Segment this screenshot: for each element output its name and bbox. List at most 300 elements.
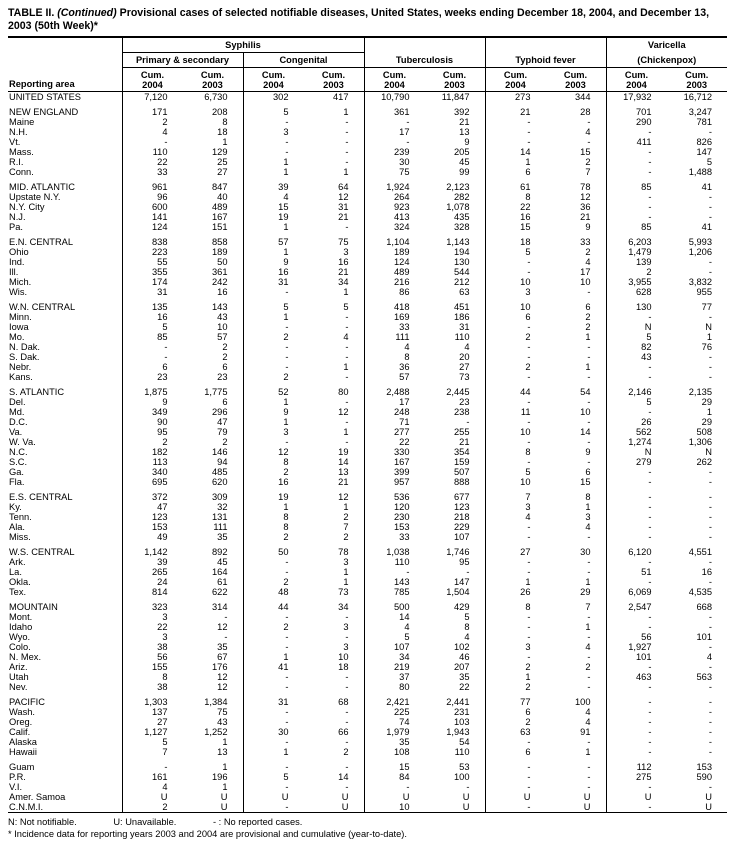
reporting-area-cell: La. <box>9 567 22 577</box>
value-cell: 36 <box>364 362 425 372</box>
table-row <box>8 407 727 417</box>
value-cell: 5,993 <box>688 237 712 247</box>
value-cell: 85 <box>606 222 667 232</box>
value-cell: - <box>587 672 591 682</box>
reporting-area-cell: Del. <box>9 397 26 407</box>
value-cell: 55 <box>122 257 183 267</box>
value-cell: 108 <box>364 747 425 757</box>
value-cell: - <box>485 782 546 792</box>
value-cell: - <box>708 622 712 632</box>
value-cell: 9 <box>585 447 591 457</box>
value-cell: 826 <box>696 137 712 147</box>
value-cell: - <box>708 747 712 757</box>
value-cell: 2 <box>243 332 304 342</box>
value-cell: 1 <box>222 762 228 772</box>
value-cell: 51 <box>606 567 667 577</box>
value-cell: - <box>708 502 712 512</box>
value-cell: 34 <box>338 277 349 287</box>
value-cell: N <box>705 322 712 332</box>
value-cell: 33 <box>580 237 591 247</box>
value-cell: 1 <box>343 577 349 587</box>
value-cell: 101 <box>696 632 712 642</box>
value-cell: - <box>345 762 349 772</box>
value-cell: - <box>243 137 304 147</box>
value-cell: 164 <box>211 567 228 577</box>
value-cell: 344 <box>574 92 591 102</box>
value-cell: - <box>587 737 591 747</box>
value-cell: 99 <box>459 167 470 177</box>
value-cell: 189 <box>364 247 425 257</box>
value-cell: 16 <box>217 287 228 297</box>
value-cell: 2 <box>485 362 546 372</box>
value-cell: 4 <box>585 257 591 267</box>
value-cell: 94 <box>217 457 228 467</box>
value-cell: - <box>243 342 304 352</box>
value-cell: 31 <box>459 322 470 332</box>
value-cell: 264 <box>364 192 425 202</box>
value-cell: U <box>122 792 183 802</box>
value-cell: 131 <box>211 512 228 522</box>
reporting-area-cell: Oreg. <box>9 717 33 727</box>
reporting-area-cell: Tex. <box>9 587 27 597</box>
value-cell: 349 <box>122 407 183 417</box>
value-cell: 1,384 <box>204 697 228 707</box>
value-cell: 171 <box>122 102 183 117</box>
value-cell: 22 <box>122 157 183 167</box>
value-cell: 19 <box>338 447 349 457</box>
value-cell: 5 <box>243 297 304 312</box>
value-cell: 146 <box>211 447 228 457</box>
value-cell: - <box>606 802 667 813</box>
value-cell: 12 <box>217 672 228 682</box>
value-cell: 8 <box>464 622 470 632</box>
value-cell: - <box>587 532 591 542</box>
value-cell: 3 <box>243 127 304 137</box>
value-cell: 485 <box>211 467 228 477</box>
value-cell: - <box>708 577 712 587</box>
table-row <box>8 737 727 747</box>
value-cell: 5 <box>343 302 349 312</box>
value-cell: 12 <box>338 192 349 202</box>
value-cell: - <box>587 397 591 407</box>
reporting-area-cell: Idaho <box>9 622 33 632</box>
value-cell: 302 <box>243 92 304 103</box>
value-cell: 296 <box>211 407 228 417</box>
value-cell: 5 <box>364 632 425 642</box>
table-row <box>8 267 727 277</box>
value-cell: 225 <box>364 707 425 717</box>
value-cell: 218 <box>453 512 470 522</box>
value-cell: - <box>708 267 712 277</box>
value-cell: 1 <box>343 287 349 297</box>
value-cell: 23 <box>459 397 470 407</box>
value-cell: 9 <box>585 222 591 232</box>
value-cell: 223 <box>122 247 183 257</box>
reporting-area-cell: R.I. <box>9 157 24 167</box>
reporting-area-cell: Iowa <box>9 322 29 332</box>
value-cell: 17 <box>580 267 591 277</box>
value-cell: - <box>708 212 712 222</box>
value-cell: 4 <box>343 332 349 342</box>
value-cell: 10 <box>580 407 591 417</box>
value-cell: 80 <box>338 387 349 397</box>
value-cell: 39 <box>243 177 304 192</box>
value-cell: 76 <box>701 342 712 352</box>
value-cell: 340 <box>122 467 183 477</box>
value-cell: 186 <box>453 312 470 322</box>
value-cell: 1 <box>343 427 349 437</box>
value-cell: 208 <box>211 107 228 117</box>
value-cell: - <box>485 417 546 427</box>
value-cell: - <box>485 322 546 332</box>
value-cell: - <box>345 717 349 727</box>
value-cell: - <box>345 312 349 322</box>
reporting-area-cell: V.I. <box>9 782 23 792</box>
value-cell: 858 <box>211 237 228 247</box>
table-row <box>8 522 727 532</box>
value-cell: 38 <box>122 642 183 652</box>
value-cell: - <box>345 352 349 362</box>
reporting-area-cell: Md. <box>9 407 25 417</box>
value-cell: - <box>708 352 712 362</box>
value-cell: 169 <box>364 312 425 322</box>
value-cell: 1,306 <box>688 437 712 447</box>
reporting-area-cell: Wash. <box>9 707 36 717</box>
value-cell: 2 <box>585 157 591 167</box>
value-cell: 112 <box>606 757 667 772</box>
value-cell: 194 <box>453 247 470 257</box>
reporting-area-cell: PACIFIC <box>9 697 45 707</box>
value-cell: 21 <box>459 117 470 127</box>
value-cell: - <box>606 212 667 222</box>
footnotes <box>8 816 727 840</box>
value-cell: 12 <box>217 622 228 632</box>
value-cell: 39 <box>122 557 183 567</box>
table-row <box>8 487 727 502</box>
value-cell: 13 <box>459 127 470 137</box>
value-cell: 413 <box>364 212 425 222</box>
table-row <box>8 202 727 212</box>
value-cell: - <box>606 727 667 737</box>
table-row <box>8 662 727 672</box>
value-cell: 847 <box>211 182 228 192</box>
value-cell: 17 <box>364 127 425 137</box>
value-cell: 279 <box>606 457 667 467</box>
footnote-legend <box>8 816 727 828</box>
value-cell: 265 <box>122 567 183 577</box>
table-row <box>8 177 727 192</box>
value-cell: 18 <box>338 662 349 672</box>
value-cell: 273 <box>485 92 546 103</box>
value-cell: 1,143 <box>446 237 470 247</box>
table-row <box>8 622 727 632</box>
table-header <box>8 37 727 92</box>
value-cell: 781 <box>696 117 712 127</box>
value-cell: 4 <box>122 782 183 792</box>
value-cell: 29 <box>580 587 591 597</box>
value-cell: 23 <box>217 372 228 382</box>
value-cell: 43 <box>217 717 228 727</box>
value-cell: 5 <box>464 612 470 622</box>
value-cell: 290 <box>606 117 667 127</box>
value-cell: - <box>224 632 228 642</box>
value-cell: U <box>341 792 349 802</box>
value-cell: - <box>708 202 712 212</box>
value-cell: - <box>606 512 667 522</box>
reporting-area-cell: Ky. <box>9 502 22 512</box>
value-cell: - <box>485 737 546 747</box>
value-cell: 361 <box>211 267 228 277</box>
value-cell: 1,746 <box>446 547 470 557</box>
value-cell: 143 <box>211 302 228 312</box>
value-cell: 100 <box>453 772 470 782</box>
value-cell: 137 <box>122 707 183 717</box>
value-cell: 41 <box>243 662 304 672</box>
value-cell: 219 <box>364 662 425 672</box>
value-cell: 21 <box>338 477 349 487</box>
value-cell: - <box>485 117 546 127</box>
table-row <box>8 332 727 342</box>
value-cell: 2 <box>243 622 304 632</box>
value-cell: - <box>345 782 349 792</box>
value-cell: 78 <box>338 547 349 557</box>
reporting-area-cell: S. ATLANTIC <box>9 387 65 397</box>
value-cell: 14 <box>485 147 546 157</box>
value-cell: - <box>243 567 304 577</box>
value-cell: - <box>606 167 667 177</box>
table-row <box>8 717 727 727</box>
value-cell: 4 <box>585 522 591 532</box>
table-row <box>8 612 727 622</box>
table-row <box>8 417 727 427</box>
reporting-area-cell: S. Dak. <box>9 352 40 362</box>
value-cell: 19 <box>243 212 304 222</box>
value-cell: - <box>606 157 667 167</box>
value-cell: 923 <box>364 202 425 212</box>
value-cell: 489 <box>364 267 425 277</box>
value-cell: 7,120 <box>122 92 183 103</box>
table-row <box>8 117 727 127</box>
value-cell: - <box>122 757 183 772</box>
value-cell: 2,146 <box>606 382 667 397</box>
value-cell: 5 <box>243 772 304 782</box>
value-cell: 6,730 <box>204 92 228 102</box>
value-cell: 2 <box>243 467 304 477</box>
table-row <box>8 102 727 117</box>
varicella-chickenpox-subheader: (Chickenpox) <box>606 53 727 68</box>
reporting-area-cell: Ill. <box>9 267 19 277</box>
value-cell: 103 <box>453 717 470 727</box>
value-cell: 451 <box>453 302 470 312</box>
value-cell: 18 <box>485 232 546 247</box>
value-cell: - <box>587 437 591 447</box>
reporting-area-cell: N.C. <box>9 447 28 457</box>
value-cell: 50 <box>217 257 228 267</box>
table-row <box>8 477 727 487</box>
value-cell: 2,488 <box>364 382 425 397</box>
value-cell: - <box>243 147 304 157</box>
table-row <box>8 257 727 267</box>
value-cell: - <box>587 137 591 147</box>
value-cell: 20 <box>459 352 470 362</box>
value-cell: U <box>364 792 425 802</box>
value-cell: 1 <box>243 747 304 757</box>
value-cell: - <box>606 502 667 512</box>
value-cell: 12 <box>217 682 228 692</box>
value-cell: 3 <box>485 287 546 297</box>
value-cell: U <box>220 792 228 802</box>
value-cell: - <box>345 137 349 147</box>
value-cell: 10 <box>485 477 546 487</box>
value-cell: 77 <box>485 692 546 707</box>
value-cell: 2 <box>585 312 591 322</box>
value-cell: 1 <box>243 312 304 322</box>
value-cell: 2 <box>122 117 183 127</box>
value-cell: 8 <box>222 117 228 127</box>
value-cell: 838 <box>122 232 183 247</box>
reporting-area-cell: Minn. <box>9 312 32 322</box>
value-cell: 123 <box>122 512 183 522</box>
value-cell: - <box>708 192 712 202</box>
value-cell: - <box>606 612 667 622</box>
table-row <box>8 372 727 382</box>
column-header-cum-2003: Cum. 2003 <box>425 68 486 92</box>
table-row <box>8 352 727 362</box>
value-cell: 28 <box>580 107 591 117</box>
value-cell: 73 <box>459 372 470 382</box>
value-cell: U <box>462 802 470 812</box>
value-cell: 10 <box>338 652 349 662</box>
table-row <box>8 567 727 577</box>
value-cell: - <box>243 287 304 297</box>
value-cell: 3 <box>243 427 304 437</box>
value-cell: 34 <box>338 602 349 612</box>
value-cell: - <box>606 532 667 542</box>
value-cell: U <box>583 802 591 812</box>
value-cell: 124 <box>364 257 425 267</box>
value-cell: 73 <box>338 587 349 597</box>
value-cell: 1,488 <box>688 167 712 177</box>
reporting-area-cell: S.C. <box>9 457 28 467</box>
value-cell: 57 <box>364 372 425 382</box>
value-cell: - <box>243 352 304 362</box>
value-cell: - <box>345 147 349 157</box>
table-row <box>8 232 727 247</box>
value-cell: 1 <box>222 737 228 747</box>
value-cell: 90 <box>122 417 183 427</box>
value-cell: 961 <box>122 177 183 192</box>
value-cell: 1 <box>243 502 304 512</box>
value-cell: - <box>485 757 546 772</box>
reporting-area-cell: Mont. <box>9 612 33 622</box>
value-cell: 5 <box>706 157 712 167</box>
group-header-row <box>8 37 727 53</box>
value-cell: 130 <box>453 257 470 267</box>
reporting-area-cell: Alaska <box>9 737 37 747</box>
value-cell: - <box>587 567 591 577</box>
value-cell: 1 <box>585 332 591 342</box>
value-cell: 1 <box>243 222 304 232</box>
value-cell: 30 <box>243 727 304 737</box>
value-cell: - <box>243 672 304 682</box>
table-row <box>8 682 727 692</box>
value-cell: 892 <box>211 547 228 557</box>
value-cell: 130 <box>606 297 667 312</box>
value-cell: 37 <box>364 672 425 682</box>
value-cell: 1,775 <box>204 387 228 397</box>
value-cell: 71 <box>364 417 425 427</box>
value-cell: 31 <box>122 287 183 297</box>
table-row <box>8 632 727 642</box>
value-cell: 15 <box>485 222 546 232</box>
value-cell: N <box>606 447 667 457</box>
table-row <box>8 557 727 567</box>
value-cell: - <box>466 567 470 577</box>
value-cell: 10 <box>485 427 546 437</box>
value-cell: 1,504 <box>446 587 470 597</box>
value-cell: 44 <box>243 597 304 612</box>
value-cell: - <box>345 222 349 232</box>
value-cell: 2,135 <box>688 387 712 397</box>
value-cell: - <box>708 257 712 267</box>
value-cell: 3,832 <box>688 277 712 287</box>
value-cell: 61 <box>485 177 546 192</box>
value-cell: 95 <box>459 557 470 567</box>
value-cell: 3 <box>343 247 349 257</box>
value-cell: 12 <box>580 192 591 202</box>
value-cell: 8 <box>243 522 304 532</box>
value-cell: - <box>485 622 546 632</box>
value-cell: - <box>243 757 304 772</box>
value-cell: 229 <box>453 522 470 532</box>
value-cell: 1 <box>485 672 546 682</box>
value-cell: 323 <box>122 597 183 612</box>
reporting-area-cell: Guam <box>9 762 35 772</box>
value-cell: 167 <box>211 212 228 222</box>
reporting-area-cell: Colo. <box>9 642 31 652</box>
value-cell: 5 <box>606 332 667 342</box>
value-cell: 814 <box>122 587 183 597</box>
value-cell: 49 <box>122 532 183 542</box>
value-cell: 4 <box>706 652 712 662</box>
value-cell: 205 <box>453 147 470 157</box>
value-cell: - <box>243 717 304 727</box>
table-title-text: Provisional cases of selected notifiable diseases, United States, weeks ending December 18, 2004, and December 13, 2003 (50th Week)* <box>8 7 710 32</box>
value-cell: U <box>462 792 470 802</box>
value-cell: 16 <box>485 212 546 222</box>
value-cell: 11 <box>485 407 546 417</box>
value-cell: 102 <box>453 642 470 652</box>
value-cell: 16 <box>338 257 349 267</box>
value-cell: - <box>708 682 712 692</box>
value-cell: 12 <box>338 407 349 417</box>
value-cell: 110 <box>364 557 425 567</box>
value-cell: 1,252 <box>204 727 228 737</box>
value-cell: 167 <box>364 457 425 467</box>
table-row <box>8 792 727 802</box>
value-cell: 13 <box>217 747 228 757</box>
value-cell: 21 <box>338 212 349 222</box>
value-cell: 2 <box>585 322 591 332</box>
value-cell: 489 <box>211 202 228 212</box>
value-cell: 16 <box>243 477 304 487</box>
table-row <box>8 747 727 757</box>
reporting-area-cell: Kans. <box>9 372 33 382</box>
value-cell: 2 <box>585 247 591 257</box>
value-cell: - <box>345 157 349 167</box>
value-cell: - <box>243 362 304 372</box>
value-cell: 1,142 <box>122 542 183 557</box>
